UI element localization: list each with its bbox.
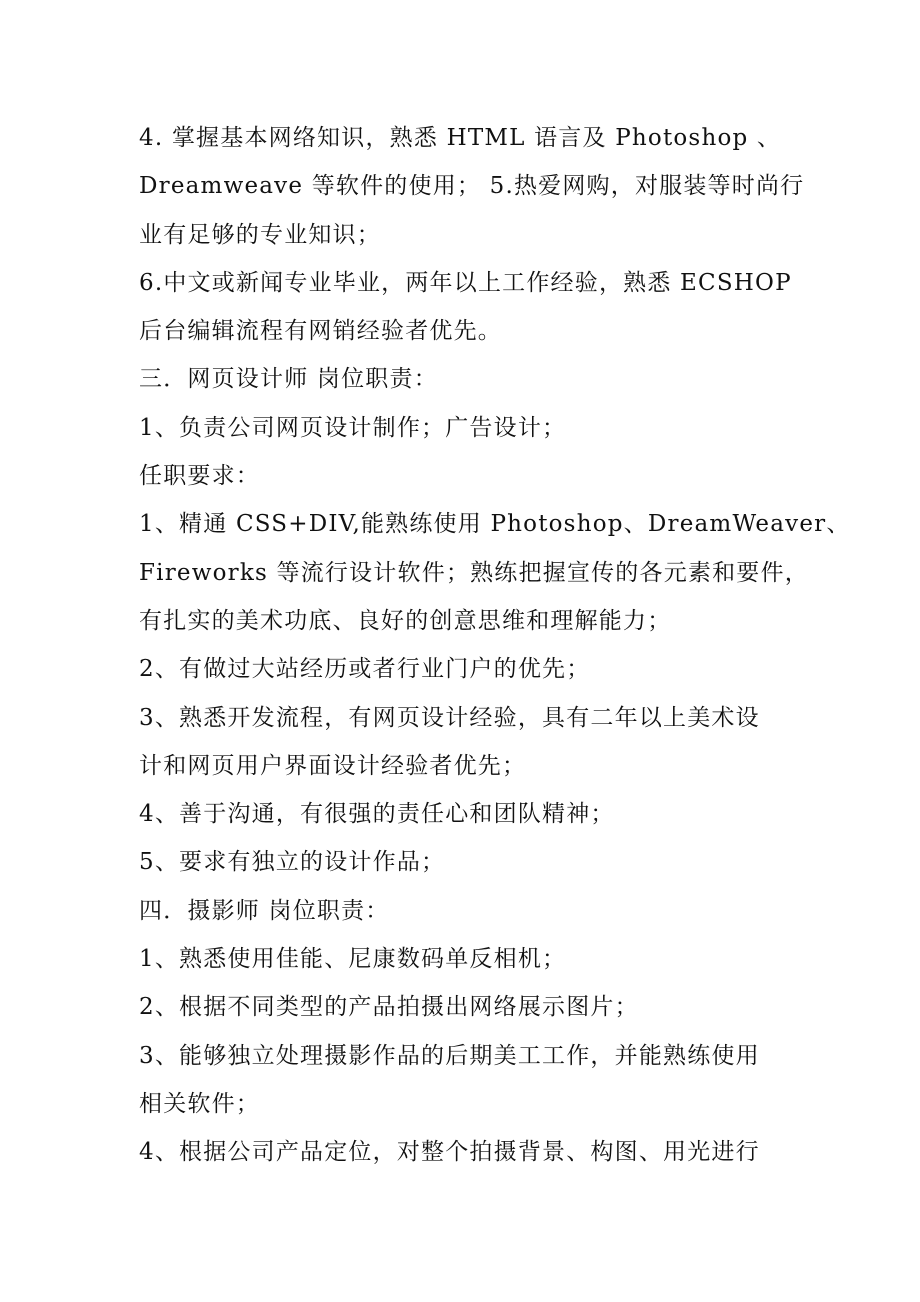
text-line: 1、精通 CSS+DIV,能熟练使用 Photoshop、DreamWeaver、 <box>139 511 851 538</box>
section-heading: 四．摄影师 岗位职责： <box>139 897 390 924</box>
text-line: 后台编辑流程有网销经验者优先。 <box>139 318 502 345</box>
text-line: 2、根据不同类型的产品拍摄出网络展示图片； <box>139 994 639 1021</box>
document-body <box>139 114 851 1177</box>
text-line: 有扎实的美术功底、良好的创意思维和理解能力； <box>139 607 672 634</box>
subheading: 任职要求： <box>139 463 260 490</box>
text-line: 6.中文或新闻专业毕业，两年以上工作经验，熟悉 ECSHOP <box>139 269 792 296</box>
text-line: 1、熟悉使用佳能、尼康数码单反相机； <box>139 946 567 973</box>
text-line: 5、要求有独立的设计作品； <box>139 849 446 876</box>
text-line: 4、根据公司产品定位，对整个拍摄背景、构图、用光进行 <box>139 1139 760 1166</box>
text-line: 计和网页用户界面设计经验者优先； <box>139 752 527 779</box>
text-line: 业有足够的专业知识； <box>139 221 381 248</box>
text-line: 相关软件； <box>139 1090 260 1117</box>
text-line: 2、有做过大站经历或者行业门户的优先； <box>139 656 591 683</box>
text-line: Dreamweave 等软件的使用； 5.热爱网购，对服装等时尚行 <box>139 173 805 200</box>
text-line: 3、熟悉开发流程，有网页设计经验，具有二年以上美术设 <box>139 704 760 731</box>
text-line: 3、能够独立处理摄影作品的后期美工工作，并能熟练使用 <box>139 1042 760 1069</box>
text-line: Fireworks 等流行设计软件；熟练把握宣传的各元素和要件， <box>139 559 809 586</box>
text-line: 1、负责公司网页设计制作；广告设计； <box>139 414 567 441</box>
text-line: 4. 掌握基本网络知识，熟悉 HTML 语言及 Photoshop 、 <box>139 125 782 151</box>
text-line: 4、善于沟通，有很强的责任心和团队精神； <box>139 801 615 828</box>
section-heading: 三．网页设计师 岗位职责： <box>139 366 438 393</box>
